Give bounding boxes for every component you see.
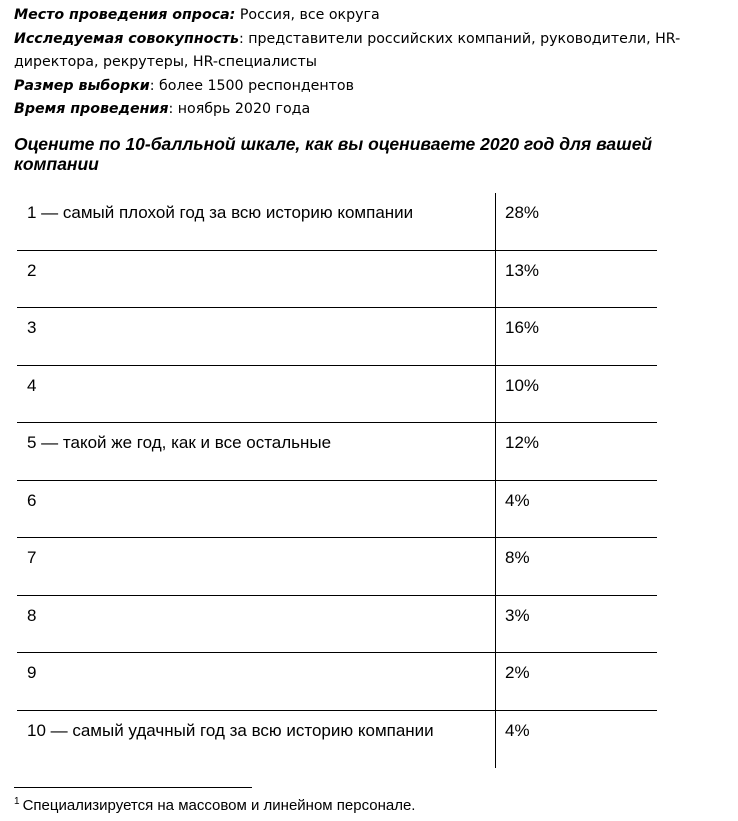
- table-row: [17, 251, 657, 309]
- row-label: 7: [27, 548, 37, 567]
- row-value: 16%: [505, 318, 540, 337]
- meta-sample-size: [14, 75, 729, 99]
- row-label: 1 — самый плохой год за всю историю компании: [27, 203, 414, 222]
- row-label: 6: [27, 490, 37, 510]
- meta-label: Размер выборки: [14, 77, 150, 94]
- footnote-text: Специализируется на массовом и линейном персонале.: [22, 797, 416, 814]
- table-row: [17, 711, 657, 769]
- meta-label: Исследуемая совокупность: [14, 30, 239, 47]
- meta-label: Время проведения: [14, 101, 169, 117]
- row-value: 12%: [505, 433, 540, 452]
- table-row: [17, 481, 657, 539]
- row-label: 10 — самый удачный год за всю историю компании: [27, 720, 434, 740]
- row-label: 8: [27, 605, 37, 625]
- table-row: [17, 538, 657, 596]
- row-value: 28%: [505, 203, 540, 222]
- footnote-separator: [14, 787, 252, 788]
- footnote: [14, 797, 415, 814]
- meta-value: Россия, все округа: [235, 7, 380, 23]
- results-table: [17, 193, 657, 768]
- table-row: [17, 308, 657, 366]
- meta-location: [14, 4, 729, 28]
- row-label: 3: [27, 318, 37, 337]
- row-value: 10%: [505, 375, 540, 395]
- meta-value: : более 1500 респондентов: [149, 77, 354, 94]
- meta-value: : ноябрь 2020 года: [168, 101, 311, 117]
- footnote-mark: 1: [14, 796, 20, 807]
- table-row: [17, 653, 657, 711]
- meta-period: [14, 98, 729, 122]
- table-row: [17, 193, 657, 251]
- meta-label: Место проведения опроса:: [14, 7, 236, 23]
- table-row: [17, 596, 657, 654]
- meta-population: [14, 28, 729, 75]
- row-label: 9: [27, 663, 37, 682]
- survey-question: Оцените по 10-балльной шкале, как вы оцениваете 2020 год для вашей компании: [14, 134, 653, 174]
- table-row: [17, 366, 657, 424]
- survey-meta: [14, 4, 729, 122]
- row-value: 13%: [505, 260, 540, 280]
- meta-value: : представители российских компаний, руководители, HR-директора, рекрутеры, HR-специалисты: [14, 30, 681, 70]
- row-value: 8%: [505, 548, 530, 567]
- row-value: 3%: [505, 605, 530, 625]
- row-label: 5 — такой же год, как и все остальные: [27, 433, 332, 452]
- table-row: [17, 423, 657, 481]
- row-value: 4%: [505, 720, 530, 740]
- row-label: 4: [27, 375, 37, 395]
- row-value: 2%: [505, 663, 530, 682]
- row-label: 2: [27, 260, 37, 280]
- row-value: 4%: [505, 490, 530, 510]
